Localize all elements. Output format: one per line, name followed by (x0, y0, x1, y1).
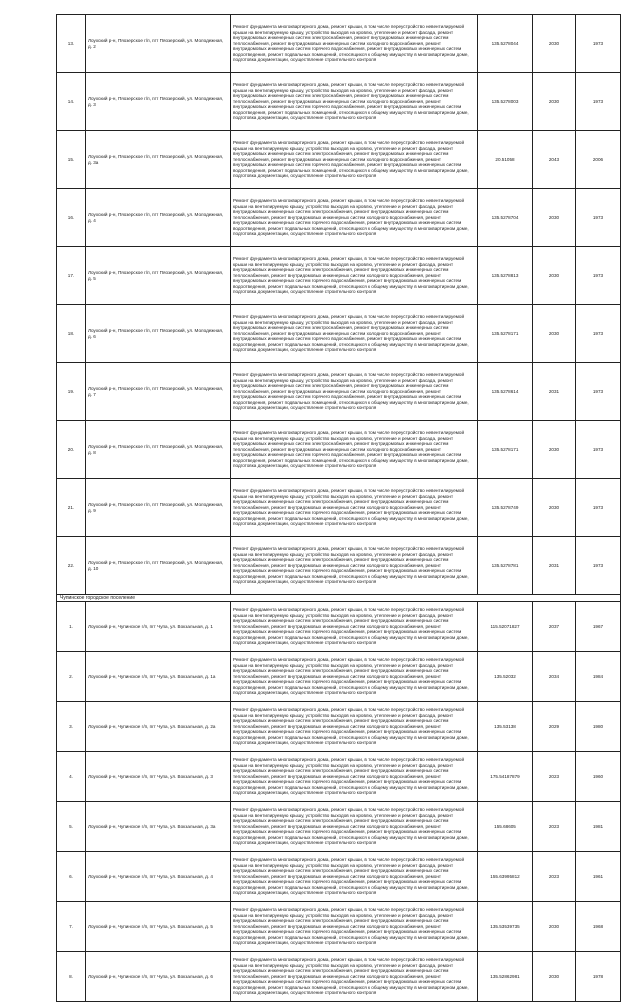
row-address: Лоухский р-н, Пяозерское г/п, пгт Пяозерский, ул. Молодежная, д. 3а (86, 131, 231, 189)
row-work-description: Ремонт фундамента многоквартирного дома, ремонт крыши, в том числе переустройство невентилируемой крыши на вентилируемую крышу, устройство выходов на кровлю, утепление и ремонт фасада, ремонт внутридомовых инженерных систем электроснабжения, ремонт внутридомовых инженерных систем теплоснабжения, ремонт внутридомовых инженерных систем холодного водоснабжения, ремонт внутридомовых инженерных систем горячего водоснабжения, ремонт внутридомовых инженерных систем водоотведения, ремонт подвальных помещений, относящихся к общему имуществу в многоквартирном доме, подготовка документации, осуществление строительного контроля (231, 537, 478, 595)
row-work-description: Ремонт фундамента многоквартирного дома, ремонт крыши, в том числе переустройство невентилируемой крыши на вентилируемую крышу, устройство выходов на кровлю, утепление и ремонт фасада, ремонт внутридомовых инженерных систем электроснабжения, ремонт внутридомовых инженерных систем теплоснабжения, ремонт внутридомовых инженерных систем холодного водоснабжения, ремонт внутридомовых инженерных систем горячего водоснабжения, ремонт внутридомовых инженерных систем водоотведения, ремонт подвальных помещений, относящихся к общему имуществу в многоквартирном доме, подготовка документации, осуществление строительного контроля (231, 131, 478, 189)
row-work-description: Ремонт фундамента многоквартирного дома, ремонт крыши, в том числе переустройство невентилируемой крыши на вентилируемую крышу, устройство выходов на кровлю, утепление и ремонт фасада, ремонт внутридомовых инженерных систем электроснабжения, ремонт внутридомовых инженерных систем теплоснабжения, ремонт внутридомовых инженерных систем холодного водоснабжения, ремонт внутридомовых инженерных систем горячего водоснабжения, ремонт внутридомовых инженерных систем водоотведения, ремонт подвальных помещений, относящихся к общему имуществу в многоквартирном доме, подготовка документации, осуществление строительного контроля (231, 15, 478, 73)
row-cadastral-value: 20.51058 (478, 131, 533, 189)
row-work-description: Ремонт фундамента многоквартирного дома, ремонт крыши, в том числе переустройство невентилируемой крыши на вентилируемую крышу, устройство выходов на кровлю, утепление и ремонт фасада, ремонт внутридомовых инженерных систем электроснабжения, ремонт внутридомовых инженерных систем теплоснабжения, ремонт внутридомовых инженерных систем холодного водоснабжения, ремонт внутридомовых инженерных систем горячего водоснабжения, ремонт внутридомовых инженерных систем водоотведения, ремонт подвальных помещений, относящихся к общему имуществу в многоквартирном доме, подготовка документации, осуществление строительного контроля (231, 802, 478, 852)
table-row (57, 131, 621, 189)
section-row (57, 595, 621, 602)
row-number: 14. (57, 73, 86, 131)
row-address: Лоухский р-н, Пяозерское г/п, пгт Пяозерский, ул. Молодежная, д. 10 (86, 537, 231, 595)
row-planned-year: 2030 (533, 15, 576, 73)
row-number: 19. (57, 363, 86, 421)
row-built-year: 1978 (576, 952, 621, 1002)
table-row (57, 189, 621, 247)
row-planned-year: 2030 (533, 421, 576, 479)
row-number: 15. (57, 131, 86, 189)
row-built-year: 1984 (576, 652, 621, 702)
row-work-description: Ремонт фундамента многоквартирного дома, ремонт крыши, в том числе переустройство невентилируемой крыши на вентилируемую крышу, устройство выходов на кровлю, утепление и ремонт фасада, ремонт внутридомовых инженерных систем электроснабжения, ремонт внутридомовых инженерных систем теплоснабжения, ремонт внутридомовых инженерных систем холодного водоснабжения, ремонт внутридомовых инженерных систем горячего водоснабжения, ремонт внутридомовых инженерных систем водоотведения, ремонт подвальных помещений, относящихся к общему имуществу в многоквартирном доме, подготовка документации, осуществление строительного контроля (231, 852, 478, 902)
row-address: Лоухский р-н, Чупинское г/п, пгт Чупа, ул. Вокзальная, д. 1 (86, 602, 231, 652)
row-built-year: 1973 (576, 421, 621, 479)
row-built-year: 1960 (576, 752, 621, 802)
table-row (57, 247, 621, 305)
section-header (57, 595, 621, 602)
pyaozersky-rows (57, 15, 621, 595)
row-address: Лоухский р-н, Чупинское г/п, пгт Чупа, ул. Вокзальная, д. 5 (86, 902, 231, 952)
row-built-year: 2006 (576, 131, 621, 189)
row-planned-year: 2023 (533, 852, 576, 902)
table-row (57, 752, 621, 802)
row-cadastral-value: 115.52071827 (478, 602, 533, 652)
row-built-year: 1973 (576, 73, 621, 131)
row-cadastral-value: 135.5278704 (478, 189, 533, 247)
row-cadastral-value: 135.5278749 (478, 479, 533, 537)
row-built-year: 1973 (576, 537, 621, 595)
row-address: Лоухский р-н, Пяозерское г/п, пгт Пяозерский, ул. Молодежная, д. 5 (86, 247, 231, 305)
table-row (57, 15, 621, 73)
row-cadastral-value: 135.52862981 (478, 952, 533, 1002)
row-address: Лоухский р-н, Чупинское г/п, пгт Чупа, ул. Вокзальная, д. 6 (86, 952, 231, 1002)
row-planned-year: 2023 (533, 802, 576, 852)
row-cadastral-value: 155.63995812 (478, 852, 533, 902)
row-number: 18. (57, 305, 86, 363)
row-number: 13. (57, 15, 86, 73)
table-row (57, 537, 621, 595)
row-cadastral-value: 155.68605 (478, 802, 533, 852)
row-cadastral-value: 135.5278781 (478, 537, 533, 595)
row-number: 6. (57, 852, 86, 902)
row-address: Лоухский р-н, Пяозерское г/п, пгт Пяозерский, ул. Молодежная, д. 7 (86, 363, 231, 421)
table-row (57, 305, 621, 363)
row-planned-year: 2031 (533, 363, 576, 421)
section-title: Чупинское городское поселение (57, 595, 621, 602)
row-planned-year: 2034 (533, 652, 576, 702)
table-row (57, 73, 621, 131)
row-cadastral-value: 135.5278614 (478, 363, 533, 421)
row-planned-year: 2031 (533, 537, 576, 595)
row-planned-year: 2029 (533, 702, 576, 752)
row-planned-year: 2030 (533, 952, 576, 1002)
row-address: Лоухский р-н, Чупинское г/п, пгт Чупа, ул. Вокзальная, д. 3 (86, 752, 231, 802)
row-address: Лоухский р-н, Пяозерское г/п, пгт Пяозерский, ул. Молодежная, д. 9 (86, 479, 231, 537)
row-work-description: Ремонт фундамента многоквартирного дома, ремонт крыши, в том числе переустройство невентилируемой крыши на вентилируемую крышу, устройство выходов на кровлю, утепление и ремонт фасада, ремонт внутридомовых инженерных систем электроснабжения, ремонт внутридомовых инженерных систем теплоснабжения, ремонт внутридомовых инженерных систем холодного водоснабжения, ремонт внутридомовых инженерных систем горячего водоснабжения, ремонт внутридомовых инженерных систем водоотведения, ремонт подвальных помещений, относящихся к общему имуществу в многоквартирном доме, подготовка документации, осуществление строительного контроля (231, 752, 478, 802)
row-planned-year: 2030 (533, 479, 576, 537)
row-built-year: 1981 (576, 802, 621, 852)
row-cadastral-value: 135.53138 (478, 702, 533, 752)
row-number: 4. (57, 752, 86, 802)
row-number: 21. (57, 479, 86, 537)
row-address: Лоухский р-н, Пяозерское г/п, пгт Пяозерский, ул. Молодежная, д. 8 (86, 421, 231, 479)
row-built-year: 1973 (576, 363, 621, 421)
row-number: 5. (57, 802, 86, 852)
row-cadastral-value: 135.5278044 (478, 15, 533, 73)
row-number: 8. (57, 952, 86, 1002)
row-number: 2. (57, 652, 86, 702)
row-address: Лоухский р-н, Пяозерское г/п, пгт Пяозерский, ул. Молодежная, д. 4 (86, 189, 231, 247)
table-row (57, 902, 621, 952)
row-work-description: Ремонт фундамента многоквартирного дома, ремонт крыши, в том числе переустройство невентилируемой крыши на вентилируемую крышу, устройство выходов на кровлю, утепление и ремонт фасада, ремонт внутридомовых инженерных систем электроснабжения, ремонт внутридомовых инженерных систем теплоснабжения, ремонт внутридомовых инженерных систем холодного водоснабжения, ремонт внутридомовых инженерных систем горячего водоснабжения, ремонт внутридомовых инженерных систем водоотведения, ремонт подвальных помещений, относящихся к общему имуществу в многоквартирном доме, подготовка документации, осуществление строительного контроля (231, 305, 478, 363)
row-number: 17. (57, 247, 86, 305)
row-cadastral-value: 135.5278171 (478, 305, 533, 363)
row-work-description: Ремонт фундамента многоквартирного дома, ремонт крыши, в том числе переустройство невентилируемой крыши на вентилируемую крышу, устройство выходов на кровлю, утепление и ремонт фасада, ремонт внутридомовых инженерных систем электроснабжения, ремонт внутридомовых инженерных систем теплоснабжения, ремонт внутридомовых инженерных систем холодного водоснабжения, ремонт внутридомовых инженерных систем горячего водоснабжения, ремонт внутридомовых инженерных систем водоотведения, ремонт подвальных помещений, относящихся к общему имуществу в многоквартирном доме, подготовка документации, осуществление строительного контроля (231, 363, 478, 421)
row-built-year: 1980 (576, 702, 621, 752)
table-row (57, 363, 621, 421)
row-planned-year: 2030 (533, 247, 576, 305)
row-planned-year: 2023 (533, 752, 576, 802)
row-cadastral-value: 175.54187879 (478, 752, 533, 802)
row-cadastral-value: 135.52032 (478, 652, 533, 702)
table-row (57, 479, 621, 537)
row-built-year: 1961 (576, 852, 621, 902)
row-address: Лоухский р-н, Чупинское г/п, пгт Чупа, ул. Вокзальная, д. 4 (86, 852, 231, 902)
table-row (57, 652, 621, 702)
row-address: Лоухский р-н, Пяозерское г/п, пгт Пяозерский, ул. Молодежная, д. 3 (86, 73, 231, 131)
row-planned-year: 2043 (533, 131, 576, 189)
row-planned-year: 2030 (533, 73, 576, 131)
row-built-year: 1973 (576, 15, 621, 73)
row-work-description: Ремонт фундамента многоквартирного дома, ремонт крыши, в том числе переустройство невентилируемой крыши на вентилируемую крышу, устройство выходов на кровлю, утепление и ремонт фасада, ремонт внутридомовых инженерных систем электроснабжения, ремонт внутридомовых инженерных систем теплоснабжения, ремонт внутридомовых инженерных систем холодного водоснабжения, ремонт внутридомовых инженерных систем горячего водоснабжения, ремонт внутридомовых инженерных систем водоотведения, ремонт подвальных помещений, относящихся к общему имуществу в многоквартирном доме, подготовка документации, осуществление строительного контроля (231, 602, 478, 652)
row-work-description: Ремонт фундамента многоквартирного дома, ремонт крыши, в том числе переустройство невентилируемой крыши на вентилируемую крышу, устройство выходов на кровлю, утепление и ремонт фасада, ремонт внутридомовых инженерных систем электроснабжения, ремонт внутридомовых инженерных систем теплоснабжения, ремонт внутридомовых инженерных систем холодного водоснабжения, ремонт внутридомовых инженерных систем горячего водоснабжения, ремонт внутридомовых инженерных систем водоотведения, ремонт подвальных помещений, относящихся к общему имуществу в многоквартирном доме, подготовка документации, осуществление строительного контроля (231, 952, 478, 1002)
row-planned-year: 2037 (533, 602, 576, 652)
row-built-year: 1968 (576, 902, 621, 952)
table-row (57, 852, 621, 902)
row-planned-year: 2030 (533, 305, 576, 363)
row-address: Лоухский р-н, Чупинское г/п, пгт Чупа, ул. Вокзальная, д. 3а (86, 802, 231, 852)
row-cadastral-value: 135.5278003 (478, 73, 533, 131)
row-number: 20. (57, 421, 86, 479)
row-address: Лоухский р-н, Чупинское г/п, пгт Чупа, ул. Вокзальная, д. 1а (86, 652, 231, 702)
row-built-year: 1973 (576, 247, 621, 305)
row-built-year: 1967 (576, 602, 621, 652)
row-address: Лоухский р-н, Пяозерское г/п, пгт Пяозерский, ул. Молодежная, д. 2 (86, 15, 231, 73)
row-number: 1. (57, 602, 86, 652)
row-built-year: 1973 (576, 479, 621, 537)
table-row (57, 702, 621, 752)
chupa-rows (57, 602, 621, 1002)
table-row (57, 602, 621, 652)
row-built-year: 1973 (576, 189, 621, 247)
row-cadastral-value: 135.53539735 (478, 902, 533, 952)
repair-program-table (56, 14, 621, 1002)
row-number: 16. (57, 189, 86, 247)
row-work-description: Ремонт фундамента многоквартирного дома, ремонт крыши, в том числе переустройство невентилируемой крыши на вентилируемую крышу, устройство выходов на кровлю, утепление и ремонт фасада, ремонт внутридомовых инженерных систем электроснабжения, ремонт внутридомовых инженерных систем теплоснабжения, ремонт внутридомовых инженерных систем холодного водоснабжения, ремонт внутридомовых инженерных систем горячего водоснабжения, ремонт внутридомовых инженерных систем водоотведения, ремонт подвальных помещений, относящихся к общему имуществу в многоквартирном доме, подготовка документации, осуществление строительного контроля (231, 73, 478, 131)
row-cadastral-value: 135.5278171 (478, 421, 533, 479)
table-row (57, 421, 621, 479)
row-cadastral-value: 135.5278813 (478, 247, 533, 305)
row-planned-year: 2030 (533, 189, 576, 247)
row-work-description: Ремонт фундамента многоквартирного дома, ремонт крыши, в том числе переустройство невентилируемой крыши на вентилируемую крышу, устройство выходов на кровлю, утепление и ремонт фасада, ремонт внутридомовых инженерных систем электроснабжения, ремонт внутридомовых инженерных систем теплоснабжения, ремонт внутридомовых инженерных систем холодного водоснабжения, ремонт внутридомовых инженерных систем горячего водоснабжения, ремонт внутридомовых инженерных систем водоотведения, ремонт подвальных помещений, относящихся к общему имуществу в многоквартирном доме, подготовка документации, осуществление строительного контроля (231, 421, 478, 479)
row-work-description: Ремонт фундамента многоквартирного дома, ремонт крыши, в том числе переустройство невентилируемой крыши на вентилируемую крышу, устройство выходов на кровлю, утепление и ремонт фасада, ремонт внутридомовых инженерных систем электроснабжения, ремонт внутридомовых инженерных систем теплоснабжения, ремонт внутридомовых инженерных систем холодного водоснабжения, ремонт внутридомовых инженерных систем горячего водоснабжения, ремонт внутридомовых инженерных систем водоотведения, ремонт подвальных помещений, относящихся к общему имуществу в многоквартирном доме, подготовка документации, осуществление строительного контроля (231, 652, 478, 702)
row-address: Лоухский р-н, Пяозерское г/п, пгт Пяозерский, ул. Молодежная, д. 6 (86, 305, 231, 363)
row-number: 22. (57, 537, 86, 595)
row-planned-year: 2030 (533, 902, 576, 952)
row-work-description: Ремонт фундамента многоквартирного дома, ремонт крыши, в том числе переустройство невентилируемой крыши на вентилируемую крышу, устройство выходов на кровлю, утепление и ремонт фасада, ремонт внутридомовых инженерных систем электроснабжения, ремонт внутридомовых инженерных систем теплоснабжения, ремонт внутридомовых инженерных систем холодного водоснабжения, ремонт внутридомовых инженерных систем горячего водоснабжения, ремонт внутридомовых инженерных систем водоотведения, ремонт подвальных помещений, относящихся к общему имуществу в многоквартирном доме, подготовка документации, осуществление строительного контроля (231, 247, 478, 305)
row-number: 3. (57, 702, 86, 752)
row-built-year: 1973 (576, 305, 621, 363)
table-row (57, 802, 621, 852)
row-address: Лоухский р-н, Чупинское г/п, пгт Чупа, ул. Вокзальная, д. 2а (86, 702, 231, 752)
row-work-description: Ремонт фундамента многоквартирного дома, ремонт крыши, в том числе переустройство невентилируемой крыши на вентилируемую крышу, устройство выходов на кровлю, утепление и ремонт фасада, ремонт внутридомовых инженерных систем электроснабжения, ремонт внутридомовых инженерных систем теплоснабжения, ремонт внутридомовых инженерных систем холодного водоснабжения, ремонт внутридомовых инженерных систем горячего водоснабжения, ремонт внутридомовых инженерных систем водоотведения, ремонт подвальных помещений, относящихся к общему имуществу в многоквартирном доме, подготовка документации, осуществление строительного контроля (231, 189, 478, 247)
row-number: 7. (57, 902, 86, 952)
row-work-description: Ремонт фундамента многоквартирного дома, ремонт крыши, в том числе переустройство невентилируемой крыши на вентилируемую крышу, устройство выходов на кровлю, утепление и ремонт фасада, ремонт внутридомовых инженерных систем электроснабжения, ремонт внутридомовых инженерных систем теплоснабжения, ремонт внутридомовых инженерных систем холодного водоснабжения, ремонт внутридомовых инженерных систем горячего водоснабжения, ремонт внутридомовых инженерных систем водоотведения, ремонт подвальных помещений, относящихся к общему имуществу в многоквартирном доме, подготовка документации, осуществление строительного контроля (231, 479, 478, 537)
table-row (57, 952, 621, 1002)
row-work-description: Ремонт фундамента многоквартирного дома, ремонт крыши, в том числе переустройство невентилируемой крыши на вентилируемую крышу, устройство выходов на кровлю, утепление и ремонт фасада, ремонт внутридомовых инженерных систем электроснабжения, ремонт внутридомовых инженерных систем теплоснабжения, ремонт внутридомовых инженерных систем холодного водоснабжения, ремонт внутридомовых инженерных систем горячего водоснабжения, ремонт внутридомовых инженерных систем водоотведения, ремонт подвальных помещений, относящихся к общему имуществу в многоквартирном доме, подготовка документации, осуществление строительного контроля (231, 702, 478, 752)
row-work-description: Ремонт фундамента многоквартирного дома, ремонт крыши, в том числе переустройство невентилируемой крыши на вентилируемую крышу, устройство выходов на кровлю, утепление и ремонт фасада, ремонт внутридомовых инженерных систем электроснабжения, ремонт внутридомовых инженерных систем теплоснабжения, ремонт внутридомовых инженерных систем холодного водоснабжения, ремонт внутридомовых инженерных систем горячего водоснабжения, ремонт внутридомовых инженерных систем водоотведения, ремонт подвальных помещений, относящихся к общему имуществу в многоквартирном доме, подготовка документации, осуществление строительного контроля (231, 902, 478, 952)
